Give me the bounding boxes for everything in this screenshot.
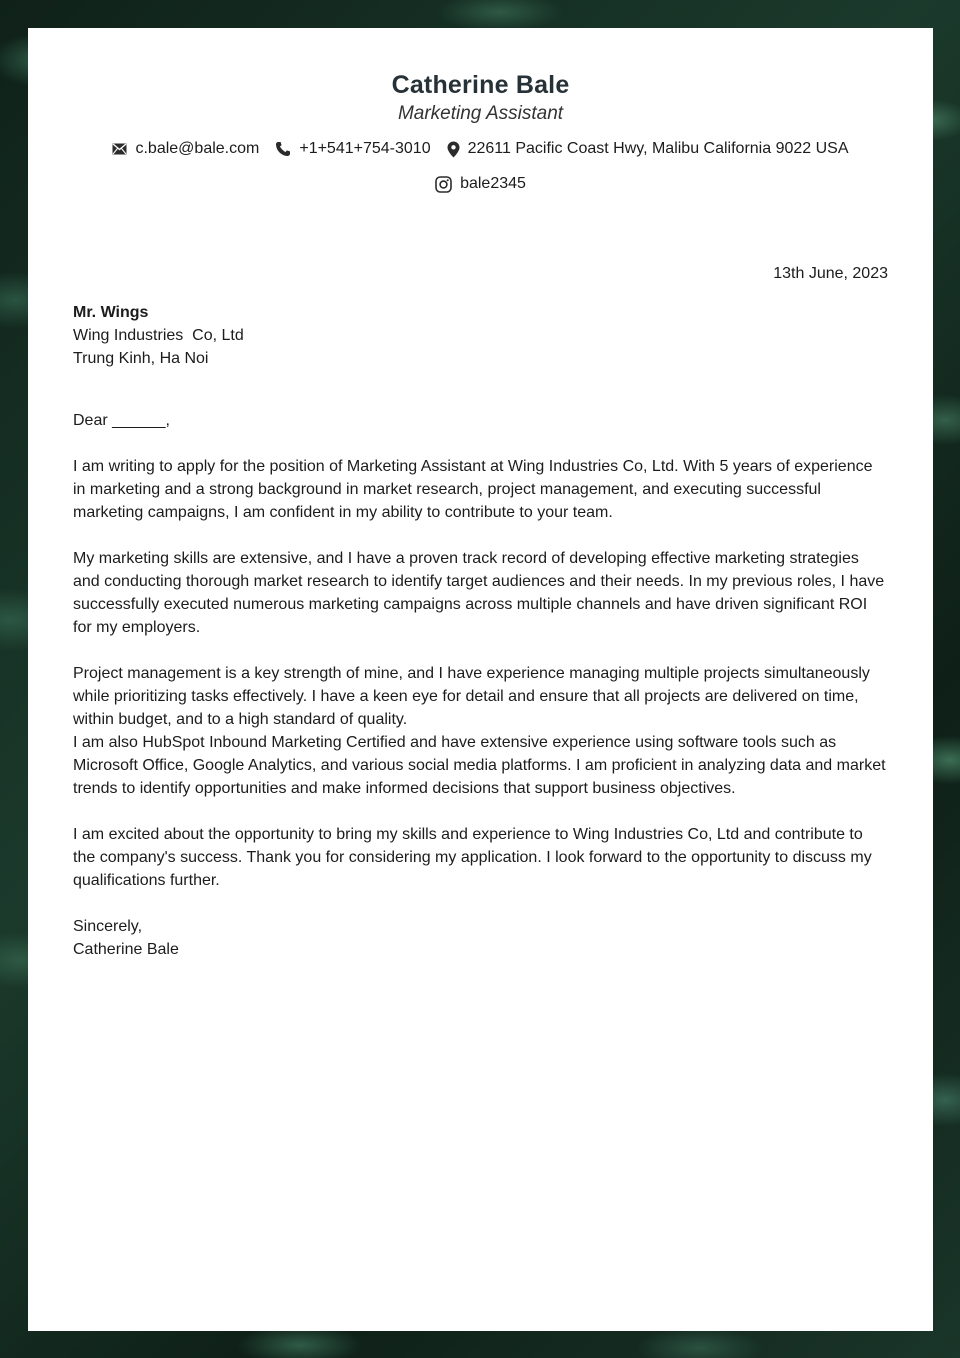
signature-name: Catherine Bale <box>73 941 179 958</box>
social-row <box>28 173 933 195</box>
applicant-title: Marketing Assistant <box>397 103 564 124</box>
contact-row <box>28 138 933 160</box>
letter-page <box>28 28 933 1331</box>
recipient-block <box>73 301 888 370</box>
letter-date: 13th June, 2023 <box>773 265 888 282</box>
contact-email[interactable] <box>112 138 259 160</box>
phone-text: +1+541+754-3010 <box>299 140 431 157</box>
applicant-name: Catherine Bale <box>391 71 570 99</box>
location-pin-icon <box>447 141 460 158</box>
phone-icon <box>275 141 291 157</box>
letter-header <box>28 28 933 195</box>
envelope-icon <box>112 143 127 155</box>
contact-address <box>447 138 849 160</box>
email-text: c.bale@bale.com <box>135 140 260 157</box>
letter-body <box>73 455 888 915</box>
paragraph: I am also HubSpot Inbound Marketing Certified and have extensive experience using software tools such as Microsoft Office, Google Analytics, and various social media platforms. I am proficient in analyzing data and market trends to identify opportunities and make informed decisions that support business objectives. <box>73 734 886 797</box>
recipient-company: Wing Industries Co, Ltd <box>73 327 244 344</box>
address-text: 22611 Pacific Coast Hwy, Malibu California 9022 USA <box>467 140 849 157</box>
instagram-icon <box>435 176 452 193</box>
contact-instagram[interactable] <box>435 173 526 195</box>
paragraph: I am excited about the opportunity to bring my skills and experience to Wing Industries Co, Ltd and contribute to the company's success. Thank you for considering my application. I look forward to the opportunity to discuss my qualifications further. <box>73 826 872 889</box>
recipient-name: Mr. Wings <box>73 304 149 321</box>
instagram-handle: bale2345 <box>460 175 526 192</box>
paragraph: Project management is a key strength of mine, and I have experience managing multiple projects simultaneously while prioritizing tasks effectively. I have a keen eye for detail and ensure that all projects are delivered on time, within budget, and to a high standard of quality. <box>73 665 870 728</box>
recipient-address: Trung Kinh, Ha Noi <box>73 350 209 367</box>
closing-block <box>73 915 888 961</box>
paragraph: I am writing to apply for the position of Marketing Assistant at Wing Industries Co, Ltd. With 5 years of experience in marketing and a strong background in market research, project management, and executing successful marketing campaigns, I am confident in my ability to contribute to your team. <box>73 458 873 521</box>
paragraph: My marketing skills are extensive, and I have a proven track record of developing effective marketing strategies and conducting thorough market research to identify target audiences and their needs. In my previous roles, I have successfully executed numerous marketing campaigns across multiple channels and have driven significant ROI for my employers. <box>73 550 885 636</box>
closing-text: Sincerely, <box>73 918 143 935</box>
salutation: Dear ______, <box>73 412 170 429</box>
contact-phone[interactable] <box>275 138 430 160</box>
